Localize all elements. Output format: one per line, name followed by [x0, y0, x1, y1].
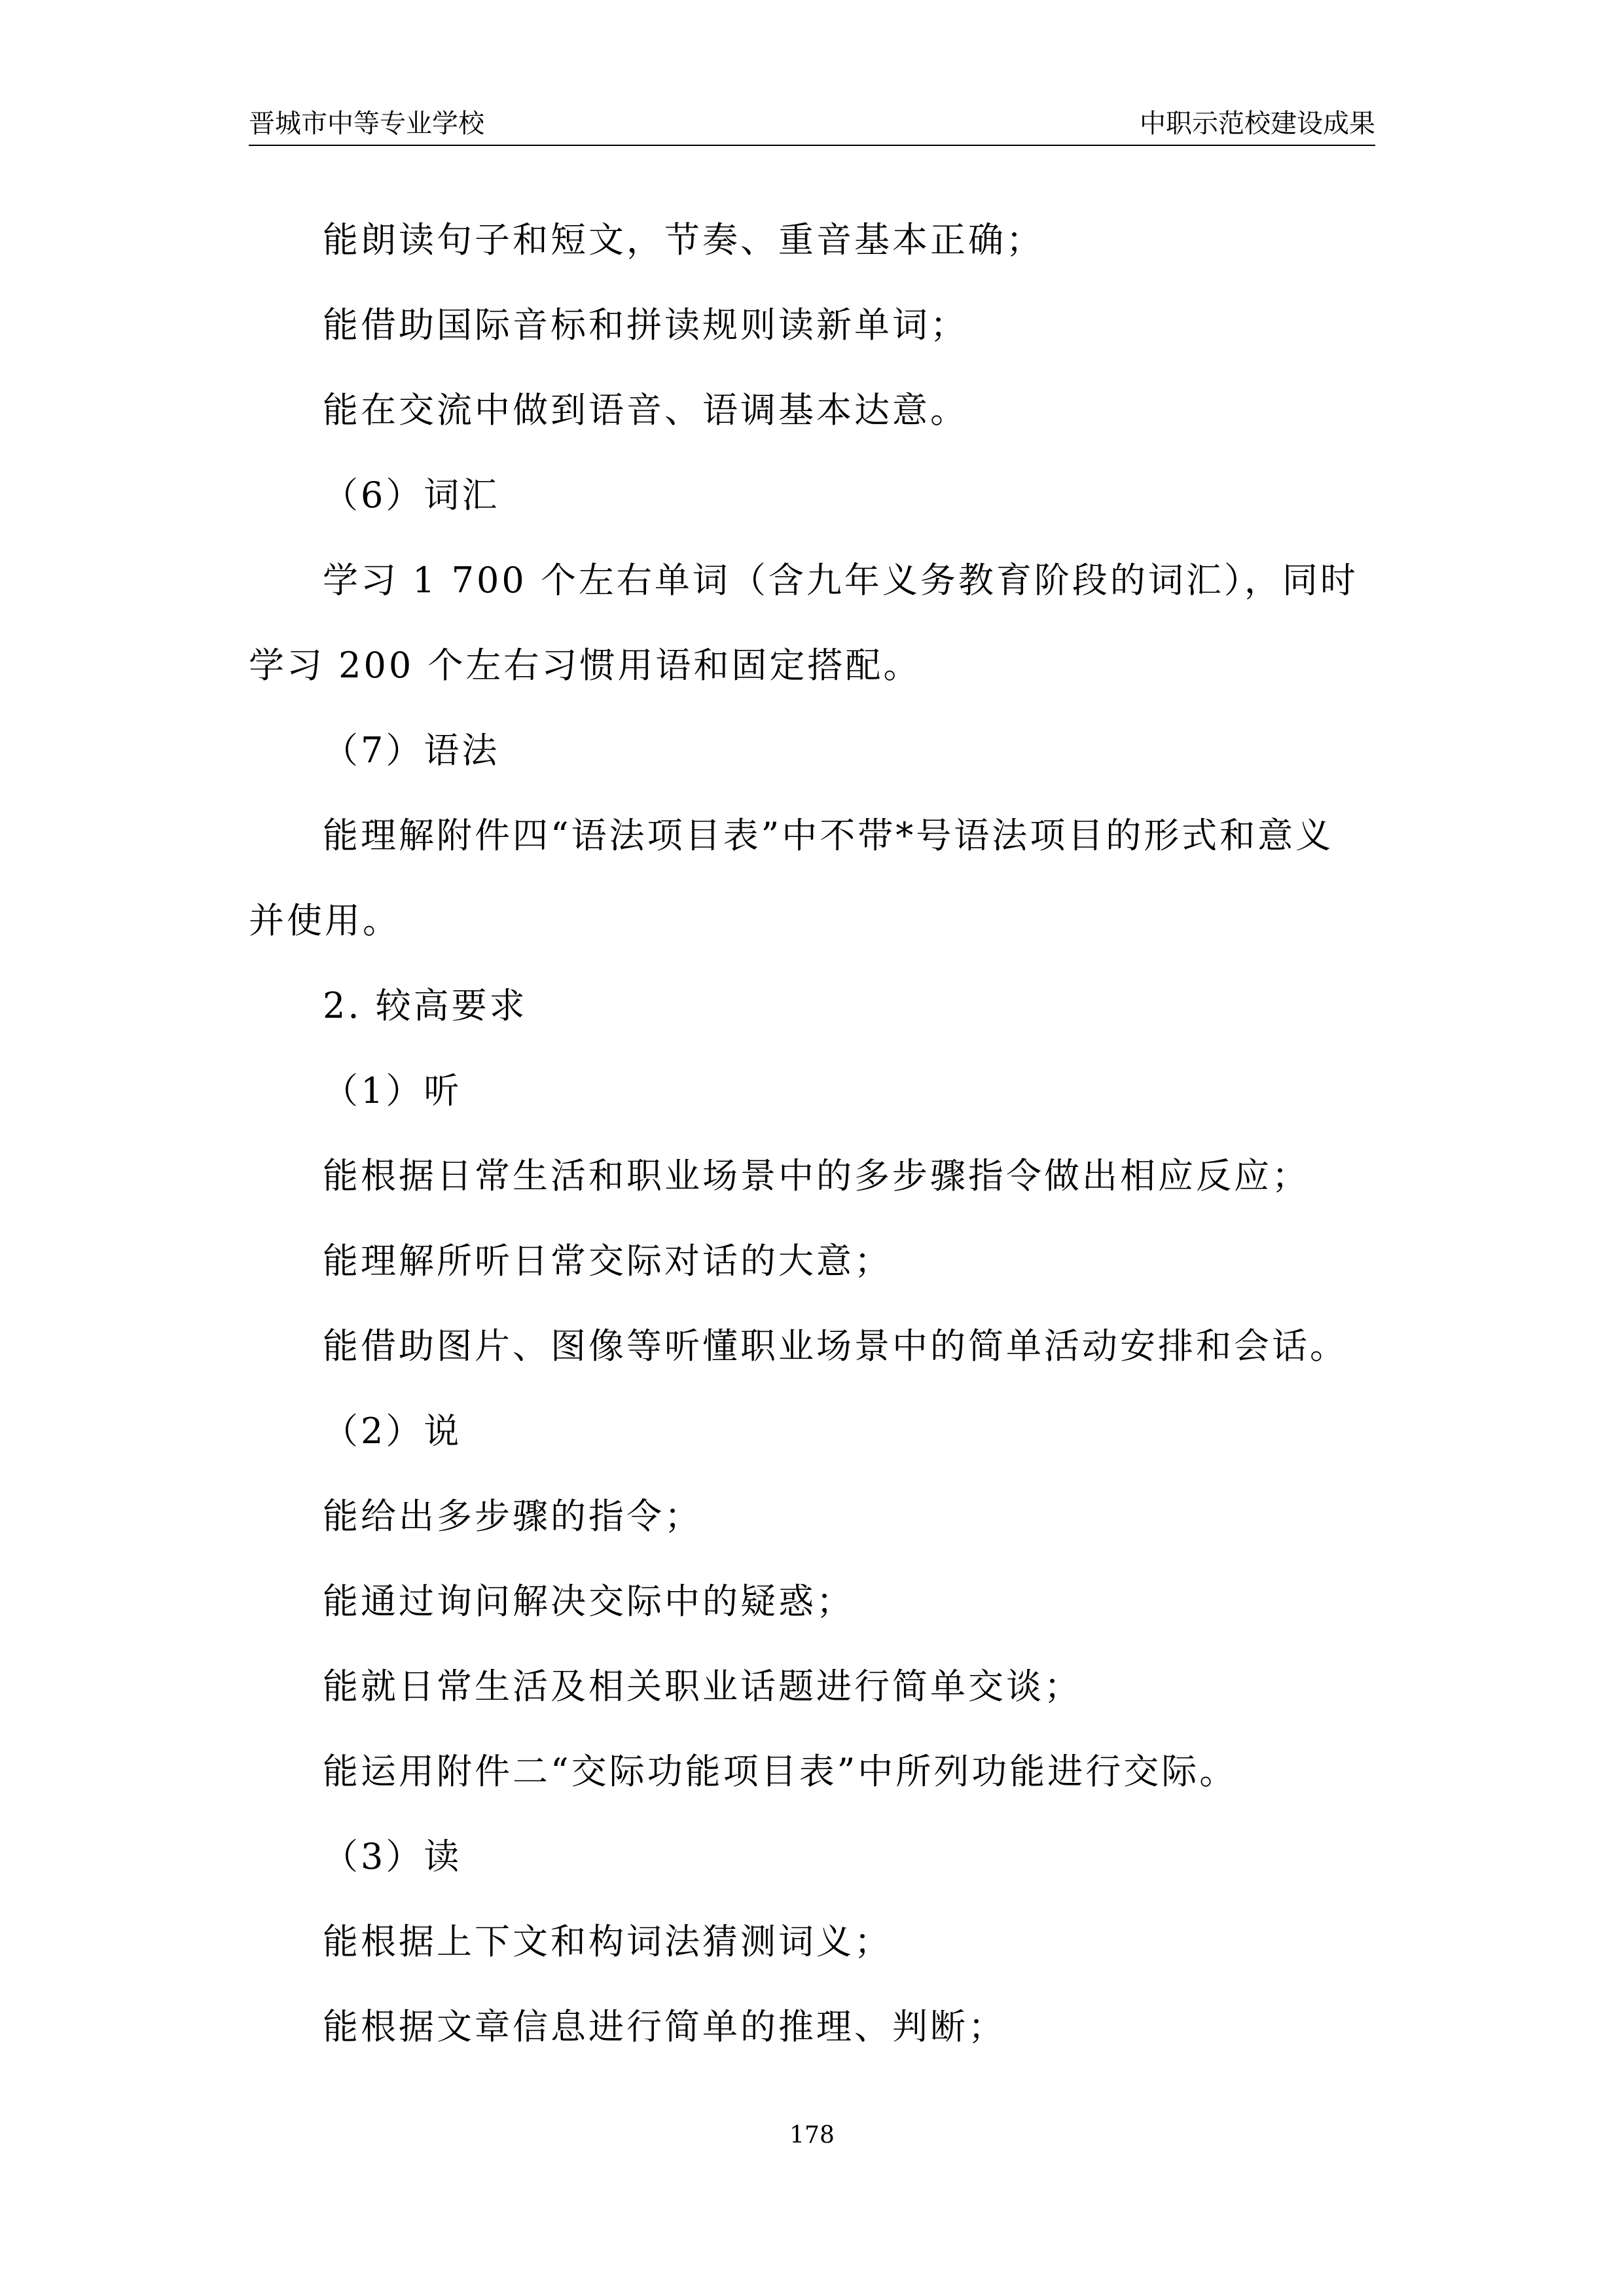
paragraph-line: 能根据上下文和构词法猜测词义； — [323, 1921, 892, 1962]
paragraph-line: 学习 200 个左右习惯用语和固定搭配。 — [249, 645, 922, 686]
paragraph-line: 能给出多步骤的指令； — [323, 1496, 702, 1537]
section-heading: 2. 较高要求 — [323, 985, 528, 1026]
paragraph-line: 并使用。 — [249, 900, 401, 941]
section-heading: （1）听 — [323, 1070, 462, 1111]
paragraph-line: 能根据日常生活和职业场景中的多步骤指令做出相应反应； — [323, 1155, 1310, 1196]
header-title: 中职示范校建设成果 — [1140, 109, 1375, 139]
paragraph-line: 能理解所听日常交际对话的大意； — [323, 1240, 892, 1282]
paragraph-line: 能就日常生活及相关职业话题进行简单交谈； — [323, 1666, 1082, 1707]
header-school-name: 晋城市中等专业学校 — [249, 109, 484, 139]
paragraph-line: 能通过询问解决交际中的疑惑； — [323, 1581, 854, 1622]
paragraph-line: 能借助图片、图像等听懂职业场景中的简单活动安排和会话。 — [323, 1325, 1348, 1367]
paragraph-line: 能在交流中做到语音、语调基本达意。 — [323, 389, 968, 431]
paragraph-line: 能运用附件二“交际功能项目表”中所列功能进行交际。 — [323, 1751, 1238, 1792]
paragraph-line: 学习 1 700 个左右单词（含九年义务教育阶段的词汇），同时 — [323, 560, 1358, 601]
section-heading: （7）语法 — [323, 730, 500, 771]
paragraph-line: 能朗读句子和短文，节奏、重音基本正确； — [323, 219, 1044, 260]
page-number: 178 — [789, 2122, 835, 2149]
section-heading: （2）说 — [323, 1410, 462, 1452]
paragraph-line: 能根据文章信息进行简单的推理、判断； — [323, 2006, 1006, 2047]
section-heading: （6）词汇 — [323, 475, 500, 516]
section-heading: （3）读 — [323, 1836, 462, 1877]
paragraph-line: 能借助国际音标和拼读规则读新单词； — [323, 304, 968, 346]
paragraph-line: 能理解附件四“语法项目表”中不带*号语法项目的形式和意义 — [323, 815, 1334, 856]
